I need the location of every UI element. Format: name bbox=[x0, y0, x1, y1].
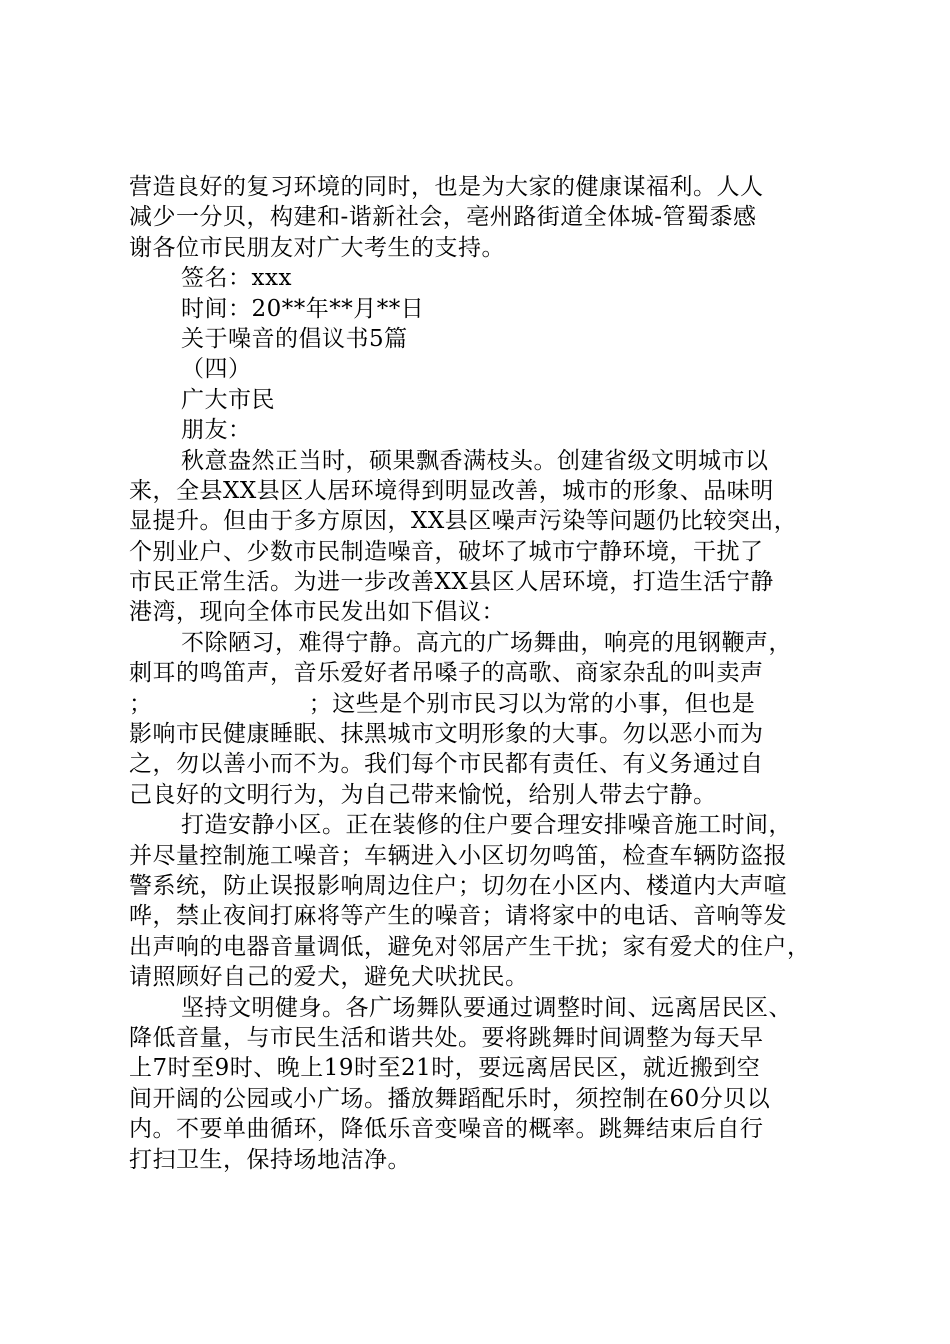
text-line: 市民正常生活。为进一步改善XX县区人居环境，打造生活宁静 bbox=[129, 569, 774, 596]
text-line: 上7时至9时、晚上19时至21时，要远离居民区，就近搬到空 bbox=[129, 1055, 761, 1082]
text-line: 并尽量控制施工噪音；车辆进入小区切勿鸣笛，检查车辆防盗报 bbox=[129, 842, 787, 869]
paragraph-start: 打造安静小区。正在装修的住户要合理安排噪音施工时间， bbox=[181, 812, 792, 839]
paragraph-start: 坚持文明健身。各广场舞队要通过调整时间、远离居民区、 bbox=[181, 994, 792, 1021]
paragraph-start: 秋意盎然正当时，硕果飘香满枝头。创建省级文明城市以 bbox=[181, 447, 769, 474]
text-line: 港湾，现向全体市民发出如下倡议： bbox=[129, 599, 505, 626]
text-line: 刺耳的鸣笛声，音乐爱好者吊嗓子的高歌、商家杂乱的叫卖声 bbox=[129, 660, 764, 687]
text-line: 营造良好的复习环境的同时，也是为大家的健康谋福利。人人 bbox=[129, 174, 764, 200]
text-line: 出声响的电器音量调低，避免对邻居产生干扰；家有爱犬的住户， bbox=[129, 933, 811, 960]
text-line: 间开阔的公园或小广场。播放舞蹈配乐时，须控制在60分贝以 bbox=[129, 1085, 771, 1112]
text-line: 打扫卫生，保持场地洁净。 bbox=[129, 1146, 411, 1173]
text-line: 之，勿以善小而不为。我们每个市民都有责任、有义务通过自 bbox=[129, 751, 764, 778]
text-line: 谢各位市民朋友对广大考生的支持。 bbox=[129, 234, 505, 261]
text-line: 警系统，防止误报影响周边住户；切勿在小区内、楼道内大声喧 bbox=[129, 872, 787, 899]
text-line: ； ；这些是个别市民习以为常的小事，但也是 bbox=[129, 690, 756, 717]
text-line: 影响市民健康睡眠、抹黑城市文明形象的大事。勿以恶小而为 bbox=[129, 721, 764, 748]
text-line: 减少一分贝，构建和-谐新社会，亳州路街道全体城-管蜀黍感 bbox=[129, 204, 757, 231]
text-line: 个别业户、少数市民制造噪音，破坏了城市宁静环境，干扰了 bbox=[129, 538, 764, 565]
text-line: 降低音量，与市民生活和谐共处。要将跳舞时间调整为每天早 bbox=[129, 1024, 764, 1051]
salutation-line: 广大市民 bbox=[181, 386, 275, 413]
text-line: 请照顾好自己的爱犬，避免犬吠扰民。 bbox=[129, 964, 529, 991]
text-line: 来，全县XX县区人居环境得到明显改善，城市的形象、品味明 bbox=[129, 477, 774, 504]
date-line: 时间：20**年**月**日 bbox=[181, 295, 425, 322]
text-line: 己良好的文明行为，为自己带来愉悦，给别人带去宁静。 bbox=[129, 781, 717, 808]
section-title: 关于噪音的倡议书5篇 bbox=[181, 325, 408, 352]
text-line: 显提升。但由于多方原因，XX县区噪声污染等问题仍比较突出， bbox=[129, 508, 798, 535]
signature-line: 签名：xxx bbox=[181, 265, 292, 292]
salutation-line: 朋友： bbox=[181, 417, 252, 444]
document-body bbox=[129, 172, 829, 1175]
text-line: 哗，禁止夜间打麻将等产生的噪音；请将家中的电话、音响等发 bbox=[129, 903, 787, 930]
section-number: （四） bbox=[181, 356, 252, 383]
paragraph-start: 不除陋习，难得宁静。高亢的广场舞曲，响亮的甩钢鞭声， bbox=[181, 629, 792, 656]
text-line: 内。不要单曲循环，降低乐音变噪音的概率。跳舞结束后自行 bbox=[129, 1116, 764, 1143]
